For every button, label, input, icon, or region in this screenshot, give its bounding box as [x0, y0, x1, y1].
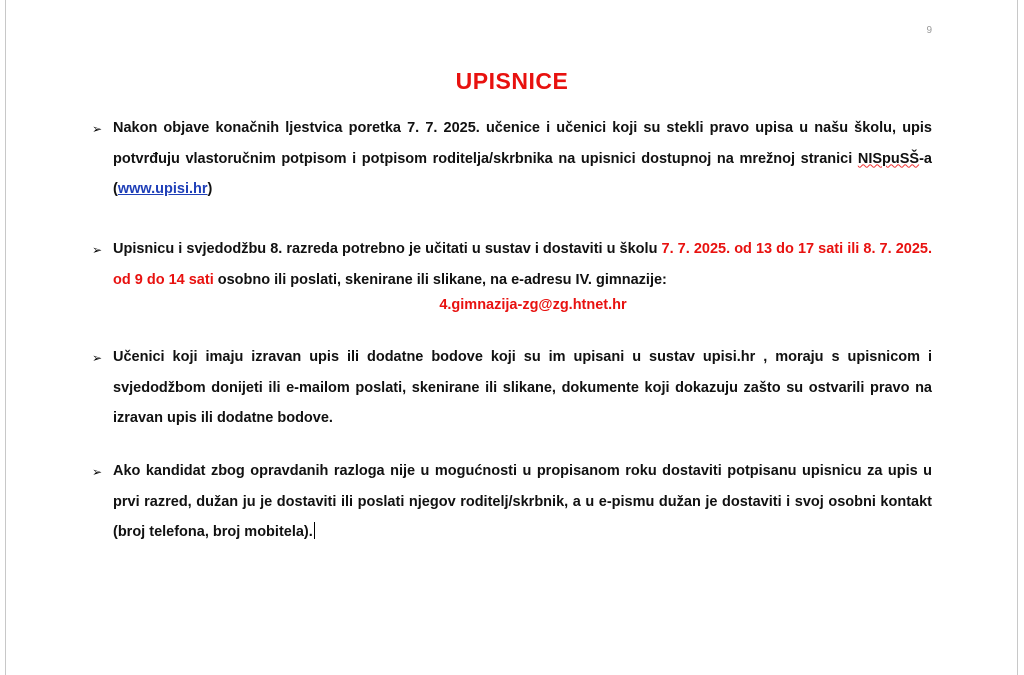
paragraph-text: ): [207, 181, 213, 197]
upisi-link[interactable]: www.upisi.hr: [117, 181, 208, 197]
paragraph: [113, 234, 932, 295]
page-number: 9: [926, 25, 932, 36]
arrow-bullet-icon: ➢: [92, 465, 103, 479]
arrow-bullet-icon: ➢: [92, 351, 103, 365]
list-item: [92, 342, 932, 434]
misspelled-word: NISpuSŠ: [857, 150, 920, 167]
paragraph-text: Nakon objave konačnih ljestvica poretka 7. 7. 2025. učenice i učenici koji su stekli pravo upisa u našu školu, upis potvrđuju vlastoručnim potpisom i potpisom roditelja/skrbnika na upisnici dostupnoj na mrežnoj stranici: [113, 120, 932, 167]
paragraph: [113, 113, 932, 205]
text-cursor: [314, 522, 315, 539]
email-address: 4.gimnazija-zg@zg.htnet.hr: [439, 297, 627, 313]
document-page: [5, 0, 1018, 675]
arrow-bullet-icon: ➢: [92, 243, 103, 257]
list-item: [92, 234, 932, 295]
paragraph-text: -a (: [113, 150, 932, 197]
paragraph-text: osobno ili poslati, skenirane ili slikane, na e-adresu IV. gimnazije:: [213, 271, 667, 288]
paragraph: Učenici koji imaju izravan upis ili dodatne bodove koji su im upisani u sustav upisi.hr , moraju s upisnicom i svjedodžbom donijeti ili e-mailom poslati, skenirane ili slikane, dokumente koji dokazuju zašto su ostvarili pravo na izravan upis ili dodatne bodove.: [113, 349, 932, 426]
list-item: [92, 113, 932, 205]
highlighted-dates: 7. 7. 2025. od 13 do 17 sati ili 8. 7. 2025. od 9 do 14 sati: [113, 241, 932, 288]
paragraph-text: Upisnicu i svjedodžbu 8. razreda potrebno je učitati u sustav i dostaviti u školu: [113, 241, 662, 257]
arrow-bullet-icon: ➢: [92, 122, 103, 136]
paragraph: [113, 456, 932, 548]
paragraph-text: Ako kandidat zbog opravdanih razloga nije u mogućnosti u propisanom roku dostaviti potpisanu upisnicu za upis u prvi razred, dužan ju je dostaviti ili poslati njegov roditelj/skrbnik, a u e-pismu dužan je dostaviti i svoj osobni kontakt (broj telefona, broj mobitela).: [113, 463, 932, 540]
page-title: UPISNICE: [455, 68, 569, 94]
list-item: [92, 456, 932, 548]
